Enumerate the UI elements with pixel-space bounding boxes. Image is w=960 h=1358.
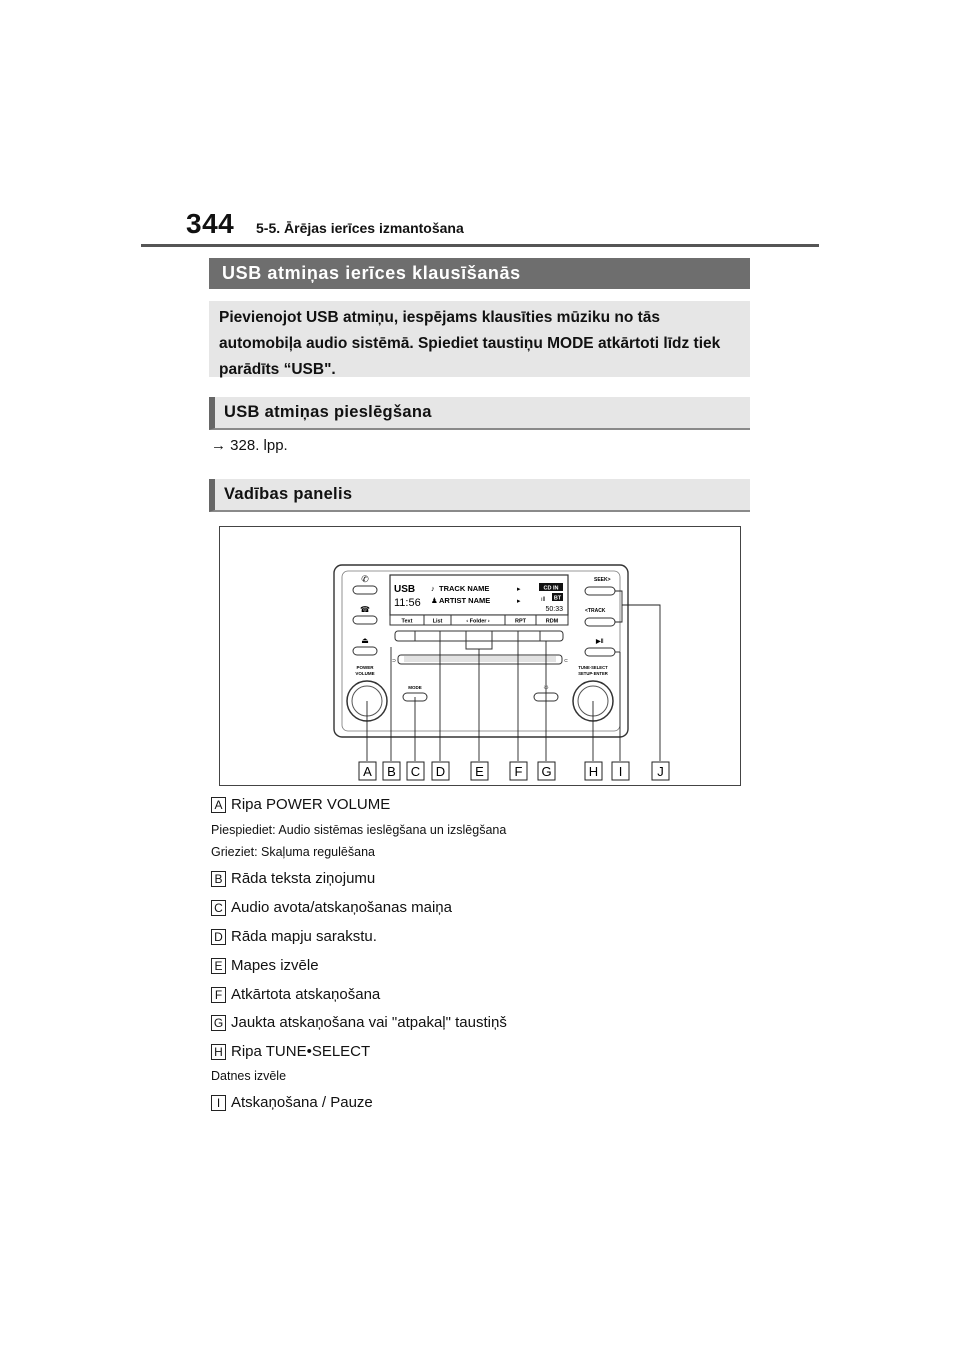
item-text: Rāda mapju sarakstu.: [231, 928, 377, 945]
artist-arrow-icon: ▸: [517, 598, 521, 605]
item-letter: B: [211, 871, 226, 887]
svg-text:H: H: [588, 764, 599, 779]
callout-c: [407, 762, 424, 780]
seek-button[interactable]: [585, 587, 615, 595]
display-badge-bt: BT: [553, 595, 562, 602]
svg-text:G: G: [541, 764, 552, 779]
callout-f: [510, 762, 527, 780]
item-letter: A: [211, 797, 226, 813]
svg-text:✆: ✆: [361, 574, 369, 584]
music-note-icon: ♪: [431, 584, 435, 593]
display-screen: [390, 575, 568, 615]
svg-text:☎: ☎: [360, 605, 370, 614]
item-text: Ripa TUNE•SELECT: [231, 1043, 371, 1060]
mode-label: MODE: [408, 685, 422, 690]
list-item: [211, 899, 452, 916]
tune-label-1: TUNE·SELECT: [578, 665, 608, 670]
header-rule: [141, 244, 819, 247]
callout-i: [612, 762, 629, 780]
subsection-usb-connect: USB atmiņas pieslēgšana: [209, 397, 750, 430]
control-panel-illustration: [220, 527, 740, 785]
list-item: [211, 1094, 373, 1111]
svg-text:⊂: ⊂: [563, 658, 569, 664]
item-letter: F: [211, 987, 226, 1003]
item-note: Piespiediet: Audio sistēmas ieslēgšana un izslēgšana: [211, 823, 507, 837]
softkey-label-list: List: [432, 618, 443, 625]
signal-icon: ıll: [541, 597, 546, 603]
item-text: Atkārtota atskaņošana: [231, 986, 381, 1003]
item-text: Ripa POWER VOLUME: [231, 796, 391, 813]
main-title: USB atmiņas ierīces klausīšanās: [209, 258, 750, 289]
svg-text:F: F: [514, 764, 523, 779]
item-text: Mapes izvēle: [231, 957, 319, 974]
display-artist: ARTIST NAME: [439, 596, 491, 605]
item-text: Atskaņošana / Pauze: [231, 1094, 373, 1111]
play-pause-icon: ▶ǁ: [596, 639, 604, 645]
svg-text:⏏: ⏏: [361, 636, 369, 645]
page-number: 344: [186, 208, 235, 239]
svg-text:C: C: [410, 764, 421, 779]
callout-a: [359, 762, 376, 780]
power-label-1: POWER: [356, 665, 374, 670]
softkey-label-rdm: RDM: [545, 618, 559, 625]
display-source: USB: [394, 584, 416, 595]
item-letter: C: [211, 900, 226, 916]
item-text: Jaukta atskaņošana vai "atpakaļ" taustiņš: [231, 1014, 507, 1031]
svg-text:J: J: [657, 764, 664, 779]
svg-text:⊃: ⊃: [391, 658, 397, 664]
svg-text:A: A: [363, 764, 372, 779]
track-label: <TRACK: [585, 608, 606, 614]
power-label-2: VOLUME: [355, 671, 375, 676]
item-letter: E: [211, 958, 226, 974]
display-track: TRACK NAME: [439, 584, 490, 593]
item-letter: H: [211, 1044, 226, 1060]
callout-h: [585, 762, 602, 780]
display-badge-cd: CD IN: [543, 585, 559, 592]
list-item: [211, 957, 319, 974]
svg-text:D: D: [435, 764, 446, 779]
play-pause-button[interactable]: [585, 648, 615, 656]
item-text: Audio avota/atskaņošanas maiņa: [231, 899, 452, 916]
intro-line-1: Pievienojot USB atmiņu, iespējams klausīties mūziku no tās: [219, 309, 661, 326]
callout-g: [538, 762, 555, 780]
display-clock: 11:56: [394, 597, 421, 609]
section-header: 5-5. Ārējas ierīces izmantošana: [256, 220, 464, 236]
item-note: Datnes izvēle: [211, 1069, 287, 1083]
seek-label: SEEK>: [594, 577, 611, 583]
track-arrow-icon: ▸: [517, 586, 521, 593]
subsection-control-panel: Vadības panelis: [209, 479, 750, 512]
list-item: [211, 928, 377, 945]
list-item: [211, 986, 380, 1003]
item-letter: I: [211, 1095, 226, 1111]
list-item: [211, 870, 375, 887]
item-letter: D: [211, 929, 226, 945]
track-button[interactable]: [585, 618, 615, 626]
callout-b: [383, 762, 400, 780]
intro-line-3: parādīts “USB".: [219, 361, 336, 378]
svg-text:I: I: [618, 764, 623, 779]
item-note: Grieziet: Skaļuma regulēšana: [211, 845, 375, 859]
softkey-strip: [395, 631, 563, 641]
callout-e: [471, 762, 488, 780]
brightness-icon: ☼: [542, 682, 550, 691]
intro-line-2: automobiļa audio sistēmā. Spiediet taustiņu MODE atkārtoti līdz tiek: [219, 335, 721, 352]
callout-d: [432, 762, 449, 780]
softkey-label-folder: ‹ Folder ›: [466, 618, 490, 625]
display-elapsed: 50:33: [545, 606, 563, 613]
softkey-label-text: Text: [401, 618, 413, 625]
softkey-label-rpt: RPT: [515, 618, 526, 625]
artist-icon: ♟: [431, 596, 438, 605]
list-item: [211, 1014, 507, 1031]
svg-text:B: B: [387, 764, 396, 779]
tune-label-2: SETUP·ENTER: [578, 671, 608, 676]
item-letter: G: [211, 1015, 226, 1031]
svg-text:E: E: [475, 764, 484, 779]
cd-slot: [398, 655, 562, 664]
callout-j: [652, 762, 669, 780]
list-item: [211, 1043, 370, 1060]
list-item: [211, 796, 390, 813]
page-reference: → 328. lpp.: [211, 437, 288, 454]
intro-box: [209, 301, 750, 377]
control-panel-figure: [219, 526, 741, 786]
item-text: Rāda teksta ziņojumu: [231, 870, 376, 887]
